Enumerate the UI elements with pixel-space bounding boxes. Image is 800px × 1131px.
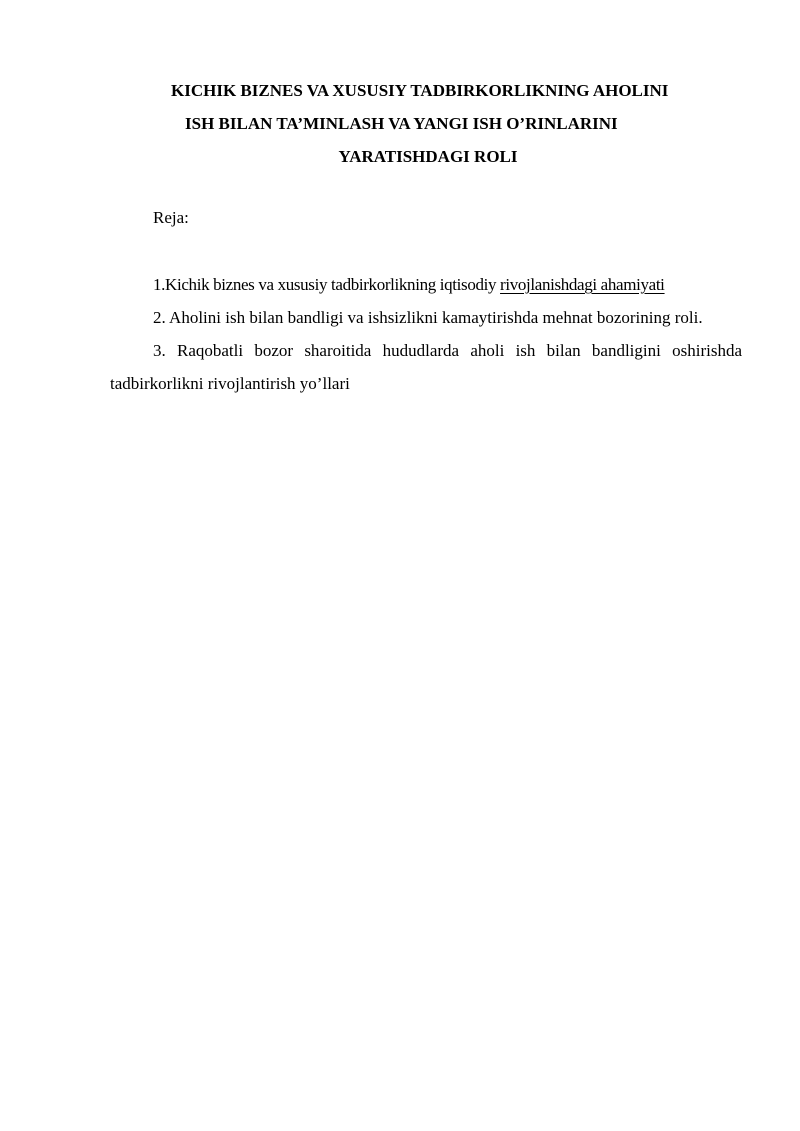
plan-heading: Reja: bbox=[153, 208, 189, 227]
document-title bbox=[110, 74, 742, 173]
plan-item-1-text: 1.Kichik biznes va xususiy tadbirkorlikning iqtisodiy bbox=[153, 275, 501, 294]
plan-list bbox=[110, 268, 742, 400]
plan-item-1-underlined-text: rivojlanishdagi ahamiyati bbox=[500, 275, 665, 294]
plan-item-1 bbox=[110, 268, 742, 301]
title-line-2: ISH BILAN TA’MINLASH VA YANGI ISH O’RINLARINI bbox=[185, 114, 618, 133]
plan-item-3: 3. Raqobatli bozor sharoitida hududlarda aholi ish bilan bandligini oshirishda tadbirkorlikni rivojlantirish yo’llari bbox=[110, 341, 742, 393]
title-line-1: KICHIK BIZNES VA XUSUSIY TADBIRKORLIKNING AHOLINI bbox=[171, 81, 669, 100]
title-line-3: YARATISHDAGI ROLI bbox=[338, 147, 518, 166]
plan-item-2: 2. Aholini ish bilan bandligi va ishsizlikni kamaytirishda mehnat bozorining roli. bbox=[153, 308, 703, 327]
